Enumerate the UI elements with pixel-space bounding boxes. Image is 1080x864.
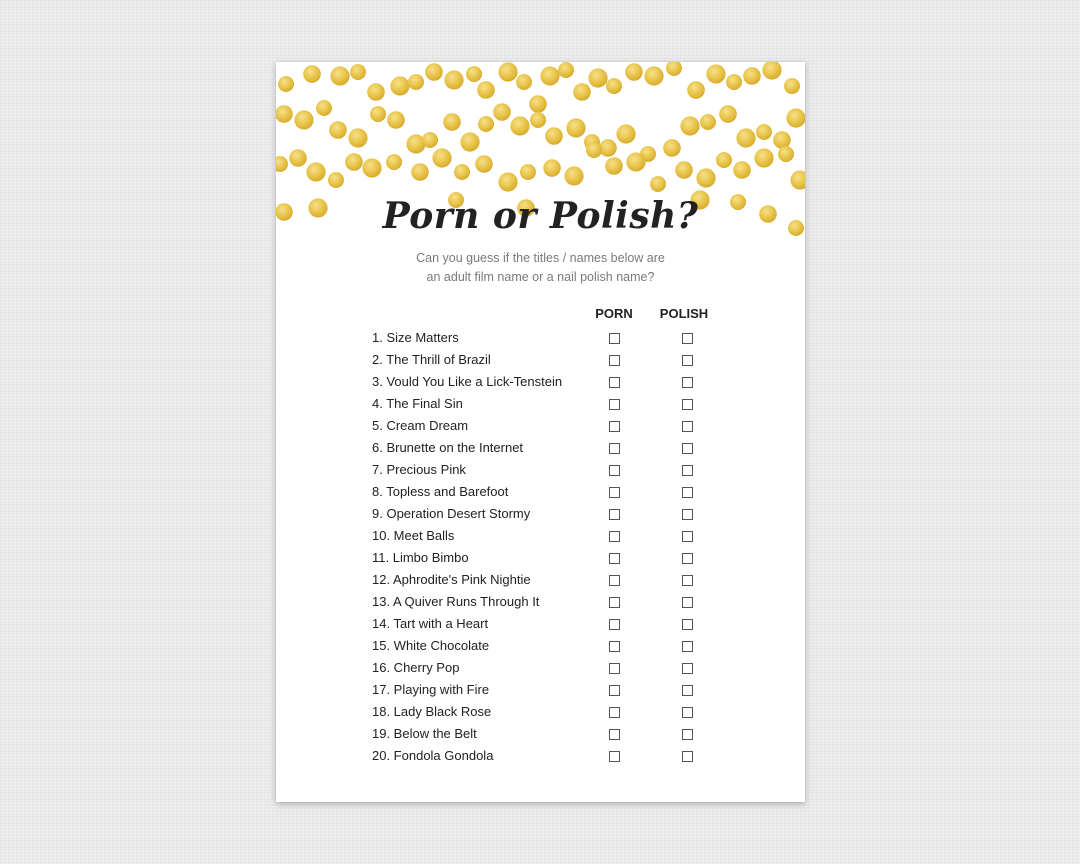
polish-checkbox[interactable] bbox=[682, 597, 693, 608]
confetti-dot bbox=[529, 95, 547, 113]
confetti-dot bbox=[328, 172, 344, 188]
porn-checkbox[interactable] bbox=[609, 333, 620, 344]
polish-checkbox[interactable] bbox=[682, 685, 693, 696]
confetti-dot bbox=[498, 62, 517, 81]
instructions-line-1: Can you guess if the titles / names below are bbox=[416, 251, 665, 265]
porn-checkbox[interactable] bbox=[609, 509, 620, 520]
confetti-dot bbox=[289, 149, 307, 167]
confetti-dot bbox=[666, 62, 682, 76]
porn-checkbox[interactable] bbox=[609, 707, 620, 718]
confetti-dot bbox=[498, 172, 517, 191]
porn-checkbox[interactable] bbox=[609, 443, 620, 454]
confetti-dot bbox=[540, 66, 559, 85]
confetti-dot bbox=[493, 103, 511, 121]
confetti-dot bbox=[443, 113, 461, 131]
column-header-porn: PORN bbox=[595, 306, 633, 321]
porn-checkbox[interactable] bbox=[609, 619, 620, 630]
porn-checkbox[interactable] bbox=[609, 729, 620, 740]
confetti-dot bbox=[650, 176, 666, 192]
confetti-dot bbox=[545, 127, 563, 145]
confetti-dot bbox=[726, 74, 742, 90]
item-label: 4. The Final Sin bbox=[372, 396, 463, 411]
polish-checkbox[interactable] bbox=[682, 399, 693, 410]
confetti-dot bbox=[566, 118, 585, 137]
confetti-dot bbox=[520, 164, 536, 180]
confetti-dot bbox=[477, 81, 495, 99]
polish-checkbox[interactable] bbox=[682, 707, 693, 718]
confetti-dot bbox=[422, 132, 438, 148]
confetti-dot bbox=[586, 142, 602, 158]
porn-checkbox[interactable] bbox=[609, 597, 620, 608]
list-item bbox=[372, 526, 802, 548]
confetti-dot bbox=[616, 124, 635, 143]
polish-checkbox[interactable] bbox=[682, 553, 693, 564]
confetti-dot bbox=[303, 65, 321, 83]
confetti-dot bbox=[411, 163, 429, 181]
item-label: 5. Cream Dream bbox=[372, 418, 469, 433]
list-item bbox=[372, 614, 802, 636]
confetti-dot bbox=[278, 76, 294, 92]
item-label: 6. Brunette on the Internet bbox=[372, 440, 524, 455]
item-label: 11. Limbo Bimbo bbox=[372, 550, 469, 565]
confetti-dot bbox=[700, 114, 716, 130]
confetti-dot bbox=[516, 74, 532, 90]
confetti-dot bbox=[706, 64, 725, 83]
confetti-dot bbox=[790, 170, 805, 189]
list-item bbox=[372, 746, 802, 768]
confetti-dot bbox=[329, 121, 347, 139]
confetti-dot bbox=[762, 62, 781, 80]
confetti-dot bbox=[408, 74, 424, 90]
polish-checkbox[interactable] bbox=[682, 377, 693, 388]
polish-checkbox[interactable] bbox=[682, 751, 693, 762]
polish-checkbox[interactable] bbox=[682, 531, 693, 542]
list-item bbox=[372, 724, 802, 746]
confetti-dot bbox=[444, 70, 463, 89]
confetti-dot bbox=[478, 116, 494, 132]
confetti-dot bbox=[754, 148, 773, 167]
confetti-dot bbox=[370, 106, 386, 122]
confetti-dot bbox=[387, 111, 405, 129]
polish-checkbox[interactable] bbox=[682, 575, 693, 586]
column-header-polish: POLISH bbox=[659, 306, 709, 321]
confetti-dot bbox=[276, 156, 288, 172]
confetti-dot bbox=[330, 66, 349, 85]
polish-checkbox[interactable] bbox=[682, 465, 693, 476]
polish-checkbox[interactable] bbox=[682, 619, 693, 630]
polish-checkbox[interactable] bbox=[682, 509, 693, 520]
confetti-dot bbox=[773, 131, 791, 149]
confetti-dot bbox=[475, 155, 493, 173]
confetti-dot bbox=[386, 154, 402, 170]
polish-checkbox[interactable] bbox=[682, 487, 693, 498]
confetti-dot bbox=[316, 100, 332, 116]
list-item bbox=[372, 680, 802, 702]
polish-checkbox[interactable] bbox=[682, 641, 693, 652]
confetti-dot bbox=[510, 116, 529, 135]
confetti-dot bbox=[743, 67, 761, 85]
porn-checkbox[interactable] bbox=[609, 399, 620, 410]
item-label: 1. Size Matters bbox=[372, 330, 459, 345]
item-label: 9. Operation Desert Stormy bbox=[372, 506, 531, 521]
list-item bbox=[372, 328, 802, 350]
list-item bbox=[372, 570, 802, 592]
item-label: 20. Fondola Gondola bbox=[372, 748, 494, 763]
confetti-dot bbox=[778, 146, 794, 162]
confetti-dot bbox=[367, 83, 385, 101]
item-label: 8. Topless and Barefoot bbox=[372, 484, 509, 499]
polish-checkbox[interactable] bbox=[682, 443, 693, 454]
porn-checkbox[interactable] bbox=[609, 553, 620, 564]
list-item bbox=[372, 482, 802, 504]
list-item bbox=[372, 658, 802, 680]
confetti-dot bbox=[756, 124, 772, 140]
confetti-dot bbox=[680, 116, 699, 135]
confetti-dot bbox=[588, 68, 607, 87]
confetti-dot bbox=[733, 161, 751, 179]
list-item bbox=[372, 394, 802, 416]
porn-checkbox[interactable] bbox=[609, 685, 620, 696]
list-item bbox=[372, 460, 802, 482]
confetti-dot bbox=[425, 63, 443, 81]
porn-checkbox[interactable] bbox=[609, 531, 620, 542]
confetti-dot bbox=[564, 166, 583, 185]
polish-checkbox[interactable] bbox=[682, 729, 693, 740]
confetti-dot bbox=[786, 108, 805, 127]
item-label: 16. Cherry Pop bbox=[372, 660, 460, 675]
item-label: 2. The Thrill of Brazil bbox=[372, 352, 491, 367]
item-label: 14. Tart with a Heart bbox=[372, 616, 489, 631]
porn-checkbox[interactable] bbox=[609, 663, 620, 674]
item-label: 10. Meet Balls bbox=[372, 528, 455, 543]
porn-checkbox[interactable] bbox=[609, 751, 620, 762]
list-item bbox=[372, 548, 802, 570]
confetti-dot bbox=[466, 66, 482, 82]
confetti-dot bbox=[543, 159, 561, 177]
item-label: 7. Precious Pink bbox=[372, 462, 466, 477]
list-item bbox=[372, 636, 802, 658]
item-label: 13. A Quiver Runs Through It bbox=[372, 594, 540, 609]
confetti-dot bbox=[573, 83, 591, 101]
confetti-dot bbox=[345, 153, 363, 171]
confetti-dot bbox=[276, 105, 293, 123]
confetti-dot bbox=[687, 81, 705, 99]
instructions bbox=[276, 249, 805, 287]
confetti-dot bbox=[599, 139, 617, 157]
confetti-dot bbox=[784, 78, 800, 94]
polish-checkbox[interactable] bbox=[682, 663, 693, 674]
polish-checkbox[interactable] bbox=[682, 355, 693, 366]
list-item bbox=[372, 702, 802, 724]
list-item bbox=[372, 416, 802, 438]
confetti-dot bbox=[362, 158, 381, 177]
confetti-dot bbox=[625, 63, 643, 81]
confetti-dot bbox=[606, 78, 622, 94]
page-title: Porn or Polish? bbox=[382, 195, 699, 237]
confetti-dot bbox=[306, 162, 325, 181]
confetti-dot bbox=[432, 148, 451, 167]
confetti-dot bbox=[348, 128, 367, 147]
porn-checkbox[interactable] bbox=[609, 641, 620, 652]
confetti-dot bbox=[626, 152, 645, 171]
item-label: 12. Aphrodite's Pink Nightie bbox=[372, 572, 531, 587]
confetti-dot bbox=[605, 157, 623, 175]
porn-checkbox[interactable] bbox=[609, 487, 620, 498]
confetti-dot bbox=[460, 132, 479, 151]
item-label: 3. Vould You Like a Lick-Tenstein bbox=[372, 374, 563, 389]
list-item bbox=[372, 592, 802, 614]
porn-checkbox[interactable] bbox=[609, 465, 620, 476]
confetti-dot bbox=[644, 66, 663, 85]
confetti-dot bbox=[390, 76, 409, 95]
porn-checkbox[interactable] bbox=[609, 377, 620, 388]
item-label: 18. Lady Black Rose bbox=[372, 704, 492, 719]
instructions-line-2: an adult film name or a nail polish name? bbox=[426, 270, 655, 284]
porn-checkbox[interactable] bbox=[609, 421, 620, 432]
list-item bbox=[372, 350, 802, 372]
list-item bbox=[372, 438, 802, 460]
polish-checkbox[interactable] bbox=[682, 421, 693, 432]
confetti-dot bbox=[294, 110, 313, 129]
item-label: 15. White Chocolate bbox=[372, 638, 490, 653]
question-list bbox=[372, 328, 802, 768]
item-label: 17. Playing with Fire bbox=[372, 682, 490, 697]
confetti-dot bbox=[530, 112, 546, 128]
confetti-dot bbox=[696, 168, 715, 187]
polish-checkbox[interactable] bbox=[682, 333, 693, 344]
game-card bbox=[276, 62, 805, 802]
item-label: 19. Below the Belt bbox=[372, 726, 477, 741]
porn-checkbox[interactable] bbox=[609, 575, 620, 586]
porn-checkbox[interactable] bbox=[609, 355, 620, 366]
confetti-dot bbox=[719, 105, 737, 123]
list-item bbox=[372, 504, 802, 526]
confetti-dot bbox=[454, 164, 470, 180]
confetti-dot bbox=[350, 64, 366, 80]
confetti-dot bbox=[675, 161, 693, 179]
confetti-dot bbox=[663, 139, 681, 157]
confetti-dot bbox=[716, 152, 732, 168]
confetti-dot bbox=[736, 128, 755, 147]
list-item bbox=[372, 372, 802, 394]
confetti-dot bbox=[558, 62, 574, 78]
